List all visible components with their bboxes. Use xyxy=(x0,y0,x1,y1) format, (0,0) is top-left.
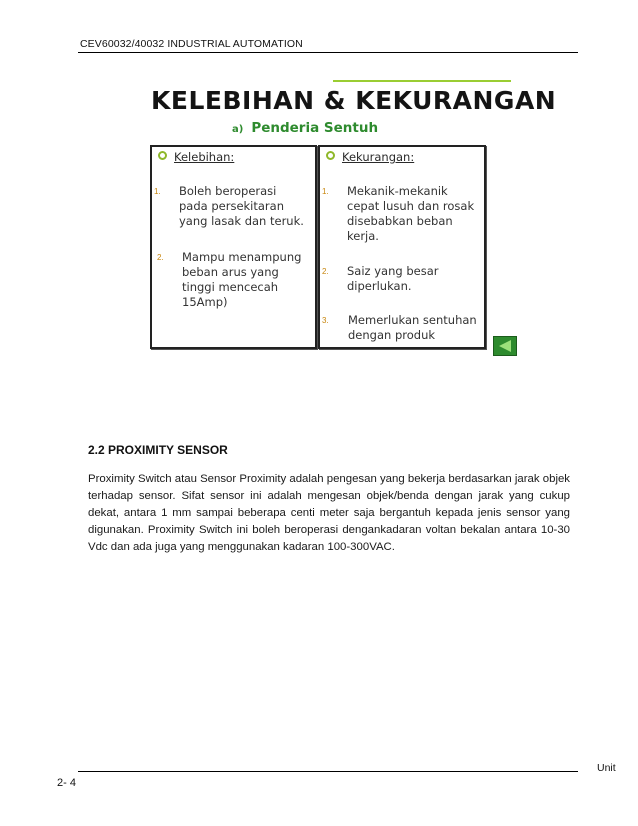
slide-title: KELEBIHAN & KEKURANGAN xyxy=(151,86,557,115)
section-title: 2.2 PROXIMITY SENSOR xyxy=(88,443,228,457)
bullet-icon xyxy=(326,151,335,160)
item-line: Boleh beroperasi xyxy=(179,184,277,198)
item-line: cepat lusuh dan rosak xyxy=(347,199,475,213)
item-line: pada persekitaran xyxy=(179,199,284,213)
item-line: dengan produk xyxy=(348,328,436,342)
item-number: 1. xyxy=(322,187,329,196)
item-line: beban arus yang xyxy=(182,265,279,279)
item-line: Memerlukan sentuhan xyxy=(348,313,477,327)
item-line: Saiz yang besar xyxy=(347,264,439,278)
slide-accent-line xyxy=(333,80,511,82)
advantage-item-2 xyxy=(157,250,301,310)
item-number: 2. xyxy=(322,267,329,276)
course-header: CEV60032/40032 INDUSTRIAL AUTOMATION xyxy=(80,38,303,50)
item-line: tinggi mencecah xyxy=(182,280,279,294)
footer-unit-label: Unit xyxy=(597,762,616,774)
item-line: disebabkan beban xyxy=(347,214,453,228)
subtitle-marker: a) xyxy=(232,124,244,135)
item-number: 2. xyxy=(157,253,164,262)
item-line: diperlukan. xyxy=(347,279,412,293)
footer-divider xyxy=(78,771,578,772)
bullet-icon xyxy=(158,151,167,160)
item-line: Mekanik-mekanik xyxy=(347,184,448,198)
advantages-heading: Kelebihan: xyxy=(158,150,234,164)
page-number: 2- 4 xyxy=(57,777,76,789)
advantages-box xyxy=(150,145,317,349)
slide-image xyxy=(148,78,557,356)
item-line: kerja. xyxy=(347,229,379,243)
back-arrow-button[interactable] xyxy=(493,336,517,356)
section-paragraph: Proximity Switch atau Sensor Proximity adalah pengesan yang bekerja berdasarkan jarak objek terhadap sensor. Sifat sensor ini adalah mengesan objek/benda dengan jarak yang cukup dekat, antara 1 mm sampai beberapa centi meter saja bergantuh kepada jenis sensor yang digunakan. Proximity Switch ini boleh beroperasi dengankadaran voltan bekalan antara 10-30 Vdc dan ada juga yang menggunakan kadaran 100-300VAC. xyxy=(88,473,570,553)
disadvantages-box xyxy=(318,145,486,349)
header-divider xyxy=(78,52,578,53)
disadvantage-item-2 xyxy=(322,264,438,294)
item-line: Mampu menampung xyxy=(182,250,302,264)
advantage-item-1 xyxy=(154,184,304,229)
item-number: 3. xyxy=(322,316,329,325)
subtitle-text: Penderia Sentuh xyxy=(251,120,379,136)
disadvantage-item-1 xyxy=(322,184,474,244)
item-line: 15Amp) xyxy=(182,295,228,309)
back-arrow-icon xyxy=(494,337,516,355)
item-number: 1. xyxy=(154,187,161,196)
disadvantages-heading: Kekurangan: xyxy=(326,150,414,164)
disadvantage-item-3 xyxy=(322,313,477,343)
item-line: yang lasak dan teruk. xyxy=(179,214,304,228)
slide-subtitle xyxy=(232,120,378,136)
